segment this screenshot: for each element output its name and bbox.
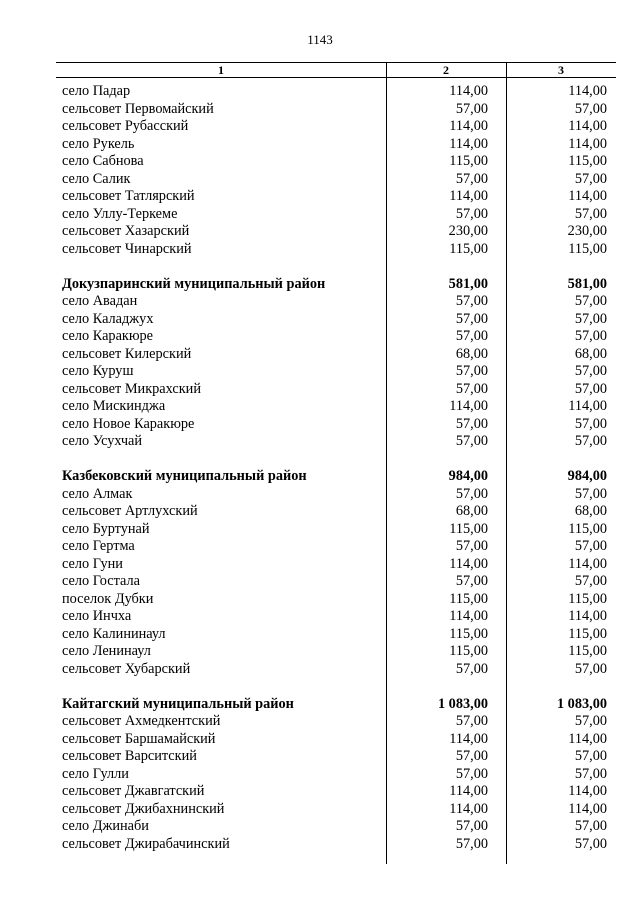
row-value-col2: 57,00 <box>455 433 488 449</box>
table-row <box>0 713 640 731</box>
row-name: село Сабнова <box>62 153 144 169</box>
row-value-col3: 1 083,00 <box>556 695 607 712</box>
row-name: село Усухчай <box>62 433 143 449</box>
row-name: село Гертма <box>62 538 135 554</box>
table-body <box>0 83 640 853</box>
row-value-col3: 57,00 <box>574 205 607 222</box>
table-row <box>0 591 640 609</box>
row-value-col2: 57,00 <box>455 363 488 379</box>
table-row <box>0 433 640 451</box>
row-value-col3: 114,00 <box>568 783 607 799</box>
row-value-col2: 230,00 <box>448 223 488 239</box>
row-value-col2: 1 083,00 <box>437 695 488 712</box>
spacer-row <box>0 678 640 696</box>
row-value-col3: 114,00 <box>568 608 607 624</box>
row-name: сельсовет Артлухский <box>62 503 198 519</box>
row-value-col3: 57,00 <box>574 293 607 309</box>
table-row <box>0 381 640 399</box>
row-value-col3: 57,00 <box>574 100 607 117</box>
row-name: село Каладжух <box>62 310 154 327</box>
row-value-col2: 57,00 <box>455 170 488 187</box>
row-name: сельсовет Джавгатский <box>62 783 205 799</box>
table-row <box>0 118 640 136</box>
table-row <box>0 346 640 364</box>
table-row <box>0 521 640 539</box>
row-name: село Буртунай <box>62 520 150 537</box>
row-value-col2: 57,00 <box>455 310 488 327</box>
table-row <box>0 608 640 626</box>
table-row <box>0 416 640 434</box>
row-value-col2: 114,00 <box>449 398 488 414</box>
spacer-row <box>0 451 640 469</box>
row-name: сельсовет Джирабачинский <box>62 835 230 852</box>
table-row <box>0 241 640 259</box>
row-value-col3: 68,00 <box>574 345 607 362</box>
table-row <box>0 188 640 206</box>
row-value-col3: 115,00 <box>568 240 607 257</box>
row-name: сельсовет Татлярский <box>62 188 195 204</box>
row-value-col3: 57,00 <box>574 433 607 449</box>
row-name: село Алмак <box>62 485 133 502</box>
row-name: сельсовет Хубарский <box>62 660 191 677</box>
row-value-col2: 57,00 <box>455 660 488 677</box>
row-name: село Уллу-Теркеме <box>62 205 178 222</box>
row-name: сельсовет Хазарский <box>62 223 190 239</box>
row-value-col3: 57,00 <box>574 835 607 852</box>
row-value-col2: 115,00 <box>449 590 488 607</box>
table-row <box>0 223 640 241</box>
row-value-col3: 581,00 <box>567 275 607 292</box>
district-total-row <box>0 276 640 294</box>
row-name: поселок Дубки <box>62 590 154 607</box>
row-value-col2: 57,00 <box>455 328 488 344</box>
table-row <box>0 328 640 346</box>
row-name: село Мискинджа <box>62 398 166 414</box>
row-name: село Гулли <box>62 765 129 782</box>
row-name: село Рукель <box>62 135 135 152</box>
row-name: село Гостала <box>62 573 140 589</box>
spacer-row <box>0 258 640 276</box>
row-value-col2: 57,00 <box>455 380 488 397</box>
table-row <box>0 538 640 556</box>
row-name: сельсовет Килерский <box>62 345 192 362</box>
row-name: село Новое Каракюре <box>62 415 195 432</box>
row-value-col2: 57,00 <box>455 485 488 502</box>
header-col-2: 2 <box>443 63 449 77</box>
table-row <box>0 153 640 171</box>
row-name: село Каракюре <box>62 328 154 344</box>
row-value-col3: 230,00 <box>567 223 607 239</box>
row-name: сельсовет Джибахнинский <box>62 800 225 817</box>
row-value-col3: 115,00 <box>568 153 607 169</box>
table-row <box>0 101 640 119</box>
table-row <box>0 748 640 766</box>
row-value-col2: 114,00 <box>449 800 488 817</box>
row-value-col3: 57,00 <box>574 713 607 729</box>
table-row <box>0 363 640 381</box>
row-value-col3: 57,00 <box>574 380 607 397</box>
row-value-col2: 57,00 <box>455 538 488 554</box>
row-name: село Калининаул <box>62 625 166 642</box>
table-row <box>0 643 640 661</box>
row-value-col2: 57,00 <box>455 713 488 729</box>
row-value-col3: 57,00 <box>574 310 607 327</box>
row-name: сельсовет Чинарский <box>62 240 192 257</box>
row-value-col3: 68,00 <box>574 503 607 519</box>
row-value-col3: 57,00 <box>574 170 607 187</box>
row-name: село Ленинаул <box>62 643 151 659</box>
row-value-col3: 114,00 <box>568 398 607 414</box>
row-name: село Авадан <box>62 293 138 309</box>
row-value-col2: 57,00 <box>455 293 488 309</box>
table-row <box>0 311 640 329</box>
row-value-col3: 57,00 <box>574 538 607 554</box>
row-value-col3: 115,00 <box>568 625 607 642</box>
row-name: село Падар <box>62 83 131 99</box>
header-col-1: 1 <box>218 63 224 77</box>
row-value-col3: 115,00 <box>568 590 607 607</box>
row-value-col2: 57,00 <box>455 205 488 222</box>
row-value-col2: 115,00 <box>449 520 488 537</box>
row-value-col3: 57,00 <box>574 660 607 677</box>
row-value-col2: 68,00 <box>455 345 488 362</box>
row-value-col3: 115,00 <box>568 643 607 659</box>
row-value-col3: 57,00 <box>574 328 607 344</box>
table-row <box>0 573 640 591</box>
row-value-col3: 57,00 <box>574 765 607 782</box>
table-row <box>0 818 640 836</box>
table-header <box>56 63 616 77</box>
table-row <box>0 783 640 801</box>
table-row <box>0 136 640 154</box>
row-value-col3: 57,00 <box>574 818 607 834</box>
row-value-col2: 114,00 <box>449 608 488 624</box>
row-value-col2: 115,00 <box>449 240 488 257</box>
row-value-col2: 114,00 <box>449 783 488 799</box>
row-value-col2: 57,00 <box>455 835 488 852</box>
row-name: сельсовет Первомайский <box>62 100 214 117</box>
table-row <box>0 486 640 504</box>
row-name: сельсовет Баршамайский <box>62 730 216 747</box>
row-name: Докузпаринский муниципальный район <box>62 275 326 292</box>
table-row <box>0 398 640 416</box>
row-value-col2: 115,00 <box>449 625 488 642</box>
row-value-col3: 114,00 <box>568 555 607 572</box>
row-value-col3: 984,00 <box>567 468 607 484</box>
table-row <box>0 731 640 749</box>
row-name: сельсовет Ахмедкентский <box>62 713 221 729</box>
row-name: село Инчха <box>62 608 132 624</box>
row-value-col3: 114,00 <box>568 83 607 99</box>
row-name: сельсовет Микрахский <box>62 380 201 397</box>
row-value-col2: 57,00 <box>455 765 488 782</box>
row-value-col2: 68,00 <box>455 503 488 519</box>
row-value-col3: 57,00 <box>574 573 607 589</box>
header-col-3: 3 <box>558 63 564 77</box>
row-name: село Гуни <box>62 555 123 572</box>
row-name: село Куруш <box>62 363 134 379</box>
row-value-col2: 115,00 <box>449 643 488 659</box>
table-row <box>0 171 640 189</box>
row-value-col3: 57,00 <box>574 415 607 432</box>
row-value-col3: 114,00 <box>568 188 607 204</box>
row-value-col3: 57,00 <box>574 485 607 502</box>
row-value-col2: 57,00 <box>455 100 488 117</box>
row-value-col2: 57,00 <box>455 818 488 834</box>
table-row <box>0 766 640 784</box>
table-row <box>0 83 640 101</box>
table-row <box>0 801 640 819</box>
table-row <box>0 503 640 521</box>
district-total-row <box>0 468 640 486</box>
row-value-col2: 114,00 <box>449 83 488 99</box>
row-value-col2: 114,00 <box>449 555 488 572</box>
row-value-col3: 57,00 <box>574 363 607 379</box>
row-value-col2: 57,00 <box>455 573 488 589</box>
district-total-row <box>0 696 640 714</box>
row-value-col3: 114,00 <box>568 800 607 817</box>
row-value-col3: 114,00 <box>568 118 607 134</box>
row-value-col2: 115,00 <box>449 153 488 169</box>
row-value-col2: 984,00 <box>448 468 488 484</box>
table-row <box>0 556 640 574</box>
row-name: сельсовет Рубасский <box>62 118 189 134</box>
row-name: село Салик <box>62 170 131 187</box>
row-value-col2: 581,00 <box>448 275 488 292</box>
row-value-col2: 57,00 <box>455 748 488 764</box>
row-value-col2: 114,00 <box>449 135 488 152</box>
table-row <box>0 206 640 224</box>
row-name: сельсовет Варситский <box>62 748 197 764</box>
row-value-col2: 114,00 <box>449 188 488 204</box>
row-value-col3: 114,00 <box>568 730 607 747</box>
row-value-col2: 57,00 <box>455 415 488 432</box>
table-row <box>0 626 640 644</box>
row-value-col2: 114,00 <box>449 730 488 747</box>
row-name: село Джинаби <box>62 818 149 834</box>
row-value-col3: 115,00 <box>568 520 607 537</box>
table-row <box>0 661 640 679</box>
row-name: Казбековский муниципальный район <box>62 468 307 484</box>
row-value-col3: 57,00 <box>574 748 607 764</box>
row-name: Кайтагский муниципальный район <box>62 695 294 712</box>
row-value-col3: 114,00 <box>568 135 607 152</box>
table-row <box>0 836 640 854</box>
page-number: 1143 <box>307 32 333 47</box>
table-row <box>0 293 640 311</box>
row-value-col2: 114,00 <box>449 118 488 134</box>
